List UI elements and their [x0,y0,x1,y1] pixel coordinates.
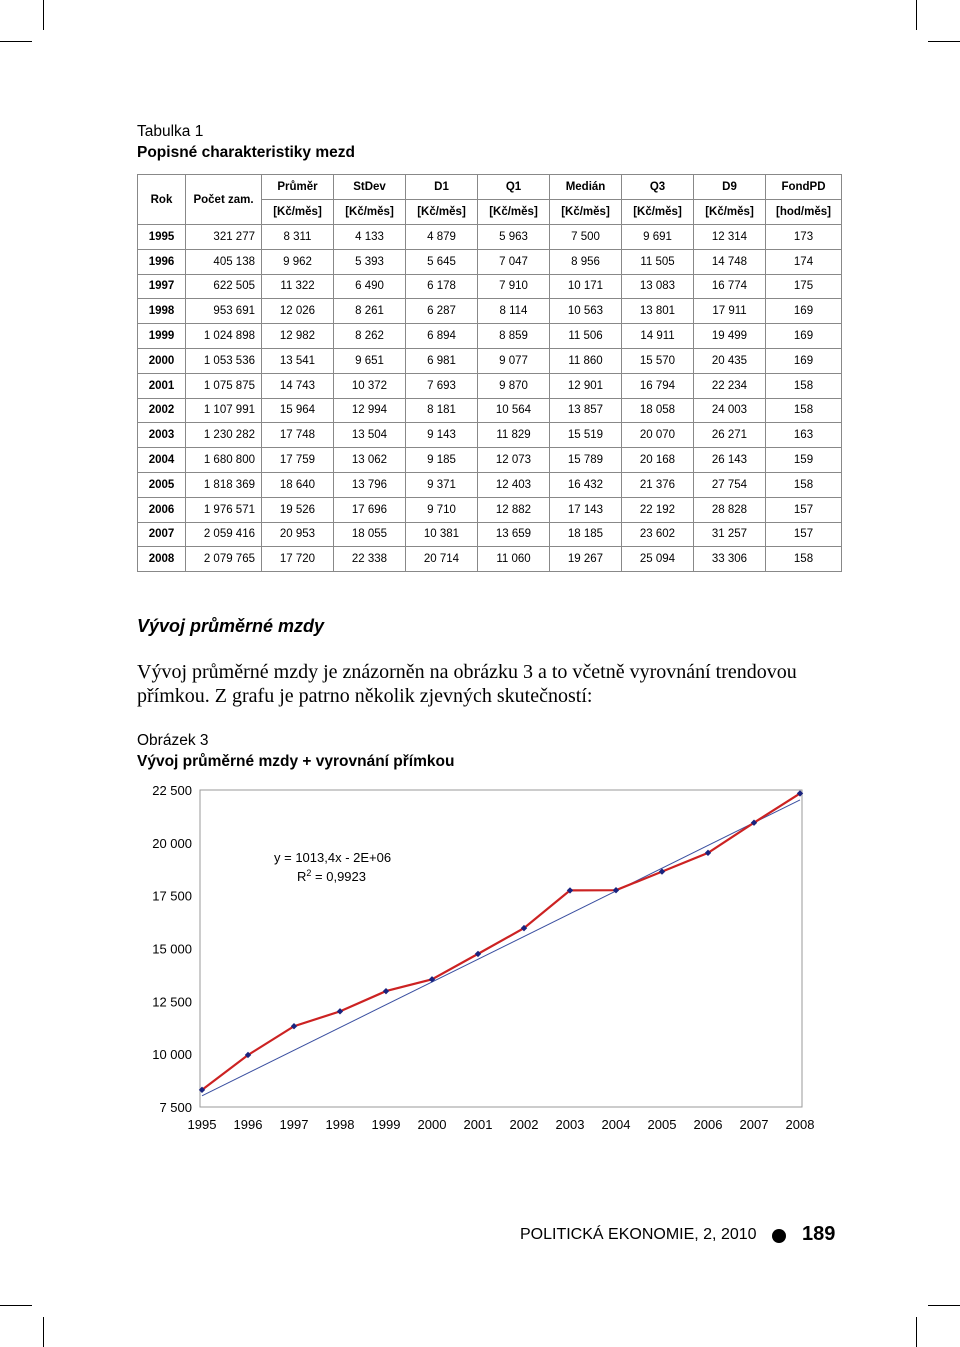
crop-mark [916,1317,917,1347]
table-cell: 10 372 [334,373,406,398]
table-cell: 6 178 [406,274,478,299]
column-header: Průměr [262,175,334,200]
table-cell: 8 262 [334,324,406,349]
column-header: D9 [694,175,766,200]
table-cell: 12 882 [478,497,550,522]
table-caption [137,121,355,163]
table-cell: 13 857 [550,398,622,423]
table-cell: 12 994 [334,398,406,423]
x-tick-label: 1998 [325,1117,355,1132]
table-cell: 13 541 [262,348,334,373]
year-cell: 2007 [138,522,186,547]
y-tick-label: 20 000 [152,835,192,851]
table-cell: 11 505 [622,249,694,274]
page-number: 189 [802,1223,836,1245]
table-cell: 5 393 [334,249,406,274]
crop-mark [928,41,960,42]
data-point-marker [383,988,389,994]
table-row [138,348,842,373]
figure-caption [137,730,454,772]
table-cell: 20 168 [622,448,694,473]
table-cell: 158 [766,547,842,572]
table-cell: 20 070 [622,423,694,448]
year-cell: 2001 [138,373,186,398]
y-tick-label: 22 500 [152,783,192,798]
statistics-table [137,174,842,572]
crop-mark [916,0,917,30]
table-cell: 13 062 [334,448,406,473]
table-cell: 15 789 [550,448,622,473]
year-cell: 2006 [138,497,186,522]
table-cell: 1 075 875 [186,373,262,398]
table-cell: 4 133 [334,225,406,250]
table-cell: 12 901 [550,373,622,398]
table-cell: 9 710 [406,497,478,522]
table-cell: 321 277 [186,225,262,250]
table-row [138,472,842,497]
table-cell: 17 720 [262,547,334,572]
table-cell: 10 564 [478,398,550,423]
column-unit: [Kč/měs] [550,200,622,225]
x-tick-label: 1997 [279,1117,309,1132]
table-cell: 175 [766,274,842,299]
column-header: Q1 [478,175,550,200]
year-cell: 1995 [138,225,186,250]
table-cell: 31 257 [694,522,766,547]
table-cell: 9 651 [334,348,406,373]
table-cell: 27 754 [694,472,766,497]
table-cell: 15 570 [622,348,694,373]
table-cell: 20 953 [262,522,334,547]
table-cell: 169 [766,348,842,373]
table-cell: 18 640 [262,472,334,497]
table-row [138,448,842,473]
table-cell: 7 910 [478,274,550,299]
table-cell: 1 230 282 [186,423,262,448]
table-cell: 157 [766,522,842,547]
table-cell: 8 311 [262,225,334,250]
table-cell: 8 859 [478,324,550,349]
column-unit: [Kč/měs] [478,200,550,225]
table-cell: 4 879 [406,225,478,250]
section-heading: Vývoj průměrné mzdy [137,616,325,636]
table-caption-title: Popisné charakteristiky mezd [137,144,355,161]
table-cell: 8 181 [406,398,478,423]
table-cell: 2 079 765 [186,547,262,572]
wage-line-chart [130,770,830,1145]
body-paragraph: Vývoj průměrné mzdy je znázorněn na obrázku 3 a to včetně vyrovnání trendovou přímkou. Z grafu je patrno několik zjevných skutečností: [137,661,797,707]
table-cell: 11 829 [478,423,550,448]
table-cell: 33 306 [694,547,766,572]
y-tick-label: 17 500 [152,888,192,904]
table-cell: 17 759 [262,448,334,473]
column-header: D1 [406,175,478,200]
y-tick-label: 7 500 [159,1100,192,1115]
column-header: Q3 [622,175,694,200]
table-cell: 13 801 [622,299,694,324]
table-cell: 5 645 [406,249,478,274]
table-row [138,522,842,547]
table-cell: 174 [766,249,842,274]
table-cell: 19 267 [550,547,622,572]
y-tick-label: 10 000 [152,1047,192,1063]
y-tick-label: 15 000 [152,941,192,957]
table-cell: 22 192 [622,497,694,522]
column-unit: [Kč/měs] [334,200,406,225]
x-tick-label: 2005 [647,1117,677,1132]
table-cell: 158 [766,472,842,497]
table-cell: 17 911 [694,299,766,324]
table-row [138,423,842,448]
table-cell: 158 [766,398,842,423]
table-cell: 26 271 [694,423,766,448]
column-header: Rok [138,175,186,225]
table-cell: 622 505 [186,274,262,299]
table-cell: 1 976 571 [186,497,262,522]
table-cell: 169 [766,324,842,349]
table-cell: 11 060 [478,547,550,572]
x-tick-label: 2006 [693,1117,723,1132]
table-cell: 1 107 991 [186,398,262,423]
r-squared-exponent: 2 [306,868,312,878]
table-caption-label: Tabulka 1 [137,123,204,140]
table-cell: 19 526 [262,497,334,522]
year-cell: 2008 [138,547,186,572]
table-row [138,398,842,423]
journal-footer: POLITICKÁ EKONOMIE, 2, 2010 [520,1226,757,1243]
table-cell: 13 796 [334,472,406,497]
series-line [202,793,800,1090]
crop-mark [0,41,32,42]
table-cell: 12 314 [694,225,766,250]
x-tick-label: 2008 [785,1117,815,1132]
plot-area [200,790,802,1107]
table-cell: 158 [766,373,842,398]
table-cell: 13 083 [622,274,694,299]
table-cell: 169 [766,299,842,324]
table-cell: 6 490 [334,274,406,299]
table-cell: 18 058 [622,398,694,423]
table-cell: 17 748 [262,423,334,448]
trendline-equation: y = 1013,4x - 2E+06 [274,850,392,865]
data-point-marker [337,1008,343,1014]
year-cell: 2005 [138,472,186,497]
table-cell: 159 [766,448,842,473]
table-cell: 20 435 [694,348,766,373]
table-cell: 19 499 [694,324,766,349]
table-cell: 14 748 [694,249,766,274]
table-cell: 7 500 [550,225,622,250]
table-cell: 16 774 [694,274,766,299]
table-cell: 10 381 [406,522,478,547]
table-cell: 11 860 [550,348,622,373]
x-tick-label: 2004 [601,1117,631,1132]
table-cell: 18 055 [334,522,406,547]
year-cell: 2004 [138,448,186,473]
crop-mark [43,1317,44,1347]
table-cell: 10 171 [550,274,622,299]
table-cell: 16 432 [550,472,622,497]
table-cell: 12 403 [478,472,550,497]
table-cell: 405 138 [186,249,262,274]
table-row [138,274,842,299]
table-cell: 1 680 800 [186,448,262,473]
table-cell: 7 047 [478,249,550,274]
table-cell: 28 828 [694,497,766,522]
column-header: FondPD [766,175,842,200]
column-unit: [Kč/měs] [262,200,334,225]
y-tick-label: 12 500 [152,994,192,1010]
table-cell: 6 894 [406,324,478,349]
table-cell: 163 [766,423,842,448]
table-cell: 17 143 [550,497,622,522]
table-cell: 12 073 [478,448,550,473]
year-cell: 1997 [138,274,186,299]
year-cell: 1996 [138,249,186,274]
year-cell: 2003 [138,423,186,448]
year-cell: 1999 [138,324,186,349]
year-cell: 1998 [138,299,186,324]
table-cell: 14 911 [622,324,694,349]
year-cell: 2000 [138,348,186,373]
x-tick-label: 2007 [739,1117,769,1132]
x-tick-label: 2000 [417,1117,447,1132]
table-cell: 1 818 369 [186,472,262,497]
table-cell: 173 [766,225,842,250]
crop-mark [43,0,44,30]
column-unit: [Kč/měs] [406,200,478,225]
table-row [138,299,842,324]
table-cell: 14 743 [262,373,334,398]
table-cell: 20 714 [406,547,478,572]
table-cell: 26 143 [694,448,766,473]
table-row [138,497,842,522]
crop-mark [0,1305,32,1306]
table-cell: 8 261 [334,299,406,324]
table-cell: 5 963 [478,225,550,250]
table-row [138,249,842,274]
table-cell: 953 691 [186,299,262,324]
column-unit: [Kč/měs] [694,200,766,225]
table-cell: 13 659 [478,522,550,547]
table-cell: 157 [766,497,842,522]
table-cell: 6 287 [406,299,478,324]
x-tick-label: 2003 [555,1117,585,1132]
table-cell: 8 114 [478,299,550,324]
x-tick-label: 1996 [233,1117,263,1132]
r-squared-label [297,868,366,884]
table-cell: 9 077 [478,348,550,373]
r-squared-prefix: R [297,869,307,884]
column-unit: [Kč/měs] [622,200,694,225]
table-cell: 9 143 [406,423,478,448]
year-cell: 2002 [138,398,186,423]
column-header: Počet zam. [186,175,262,225]
footer-bullet [772,1229,786,1243]
column-header: Medián [550,175,622,200]
table-cell: 15 519 [550,423,622,448]
table-row [138,225,842,250]
table-cell: 10 563 [550,299,622,324]
table-cell: 9 371 [406,472,478,497]
r-squared-value: = 0,9923 [311,869,366,884]
table-cell: 13 504 [334,423,406,448]
x-tick-label: 2002 [509,1117,539,1132]
table-cell: 11 506 [550,324,622,349]
table-cell: 17 696 [334,497,406,522]
table-cell: 11 322 [262,274,334,299]
table-cell: 22 338 [334,547,406,572]
table-cell: 9 691 [622,225,694,250]
crop-mark [928,1305,960,1306]
table-cell: 7 693 [406,373,478,398]
table-cell: 9 962 [262,249,334,274]
table-cell: 18 185 [550,522,622,547]
table-row [138,324,842,349]
table-cell: 21 376 [622,472,694,497]
table-cell: 9 870 [478,373,550,398]
column-unit: [hod/měs] [766,200,842,225]
table-cell: 16 794 [622,373,694,398]
table-cell: 24 003 [694,398,766,423]
table-cell: 8 956 [550,249,622,274]
figure-caption-title: Vývoj průměrné mzdy + vyrovnání přímkou [137,753,455,770]
table-cell: 6 981 [406,348,478,373]
table-cell: 23 602 [622,522,694,547]
trendline [202,800,800,1096]
figure-caption-label: Obrázek 3 [137,732,209,749]
x-tick-label: 2001 [463,1117,493,1132]
table-cell: 12 026 [262,299,334,324]
column-header: StDev [334,175,406,200]
x-tick-label: 1999 [371,1117,401,1132]
table-cell: 1 024 898 [186,324,262,349]
table-cell: 9 185 [406,448,478,473]
table-row [138,547,842,572]
table-cell: 12 982 [262,324,334,349]
table-cell: 22 234 [694,373,766,398]
x-tick-label: 1995 [187,1117,217,1132]
table-cell: 15 964 [262,398,334,423]
table-row [138,373,842,398]
table-cell: 2 059 416 [186,522,262,547]
table-cell: 1 053 536 [186,348,262,373]
table-cell: 25 094 [622,547,694,572]
